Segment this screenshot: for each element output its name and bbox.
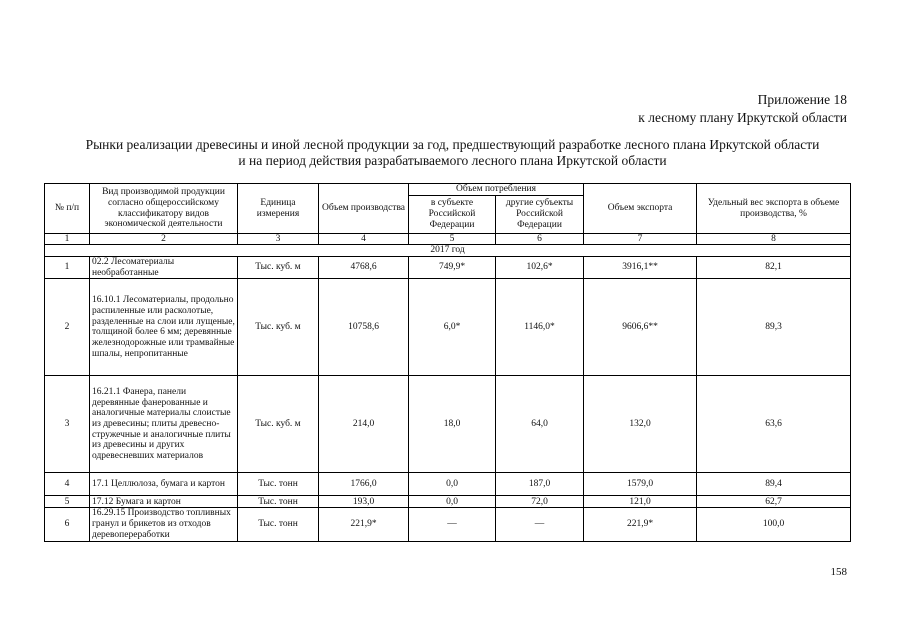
row-product: 02.2 Лесоматериалы необработанные [90,257,238,279]
table-row [45,376,851,473]
column-number-row [45,234,851,245]
header-consumption: Объем потребления [409,184,584,196]
header-product: Вид производимой продукции согласно общероссийскому классификатору видов экономической деятельности [90,184,238,234]
row-num: 4 [45,473,90,496]
row-product: 16.21.1 Фанера, панели деревянные фанерованные и аналогичные материалы слоистые из древесины; плиты древесно-стружечные и аналогичные плиты из древесины и других одревесневших материалов [90,376,238,473]
year-row [45,245,851,257]
column-number: 6 [496,234,584,245]
row-export-share: 89,4 [697,473,851,496]
row-export: 1579,0 [584,473,697,496]
row-other-subjects: 64,0 [496,376,584,473]
row-product: 16.10.1 Лесоматериалы, продольно распиленные или расколотые, разделенные на слои или лущеные, толщиной более 6 мм; деревянные железнодорожные или трамвайные шпалы, непропитанные [90,279,238,376]
header-num: № п/п [45,184,90,234]
appendix-number: Приложение 18 [757,92,847,107]
year-label: 2017 год [45,245,851,257]
markets-table [44,183,851,542]
column-number: 4 [319,234,409,245]
table-row [45,257,851,279]
title-line-1: Рынки реализации древесины и иной лесной продукции за год, предшествующий разработке лесного плана Иркутской области [85,137,820,152]
row-production: 214,0 [319,376,409,473]
column-number: 5 [409,234,496,245]
column-number: 2 [90,234,238,245]
row-production: 10758,6 [319,279,409,376]
row-export: 121,0 [584,496,697,508]
row-in-subject: 0,0 [409,496,496,508]
row-in-subject: 0,0 [409,473,496,496]
row-production: 193,0 [319,496,409,508]
row-other-subjects: — [496,508,584,541]
row-in-subject: 6,0* [409,279,496,376]
row-in-subject: — [409,508,496,541]
row-num: 2 [45,279,90,376]
row-export: 3916,1** [584,257,697,279]
column-number: 7 [584,234,697,245]
row-num: 6 [45,508,90,541]
row-unit: Тыс. тонн [238,473,319,496]
header-unit: Единица измерения [238,184,319,234]
document-title [40,137,865,169]
row-product: 17.1 Целлюлоза, бумага и картон [90,473,238,496]
appendix-plan: к лесному плану Иркутской области [638,110,847,125]
row-export: 9606,6** [584,279,697,376]
row-export-share: 63,6 [697,376,851,473]
appendix-reference [638,91,847,127]
row-export-share: 62,7 [697,496,851,508]
table-row [45,473,851,496]
row-unit: Тыс. тонн [238,496,319,508]
column-number: 1 [45,234,90,245]
row-in-subject: 749,9* [409,257,496,279]
row-other-subjects: 1146,0* [496,279,584,376]
row-num: 1 [45,257,90,279]
header-other-subjects: другие субъекты Российской Федерации [496,196,584,234]
title-line-2: и на период действия разрабатываемого лесного плана Иркутской области [238,153,667,168]
row-other-subjects: 72,0 [496,496,584,508]
row-production: 221,9* [319,508,409,541]
table-row [45,496,851,508]
row-unit: Тыс. тонн [238,508,319,541]
row-production: 1766,0 [319,473,409,496]
row-unit: Тыс. куб. м [238,376,319,473]
row-unit: Тыс. куб. м [238,279,319,376]
row-num: 3 [45,376,90,473]
page-number: 158 [830,566,847,578]
row-export: 221,9* [584,508,697,541]
table-row [45,279,851,376]
header-export-share: Удельный вес экспорта в объеме производства, % [697,184,851,234]
column-number: 8 [697,234,851,245]
row-num: 5 [45,496,90,508]
row-product: 17.12 Бумага и картон [90,496,238,508]
row-export-share: 100,0 [697,508,851,541]
row-product: 16.29.15 Производство топливных гранул и брикетов из отходов деревопереработки [90,508,238,541]
row-export-share: 82,1 [697,257,851,279]
column-number: 3 [238,234,319,245]
row-in-subject: 18,0 [409,376,496,473]
row-unit: Тыс. куб. м [238,257,319,279]
row-export: 132,0 [584,376,697,473]
table-row [45,508,851,541]
row-other-subjects: 187,0 [496,473,584,496]
header-export: Объем экспорта [584,184,697,234]
header-production: Объем производства [319,184,409,234]
header-in-subject: в субъекте Российской Федерации [409,196,496,234]
row-production: 4768,6 [319,257,409,279]
row-export-share: 89,3 [697,279,851,376]
row-other-subjects: 102,6* [496,257,584,279]
